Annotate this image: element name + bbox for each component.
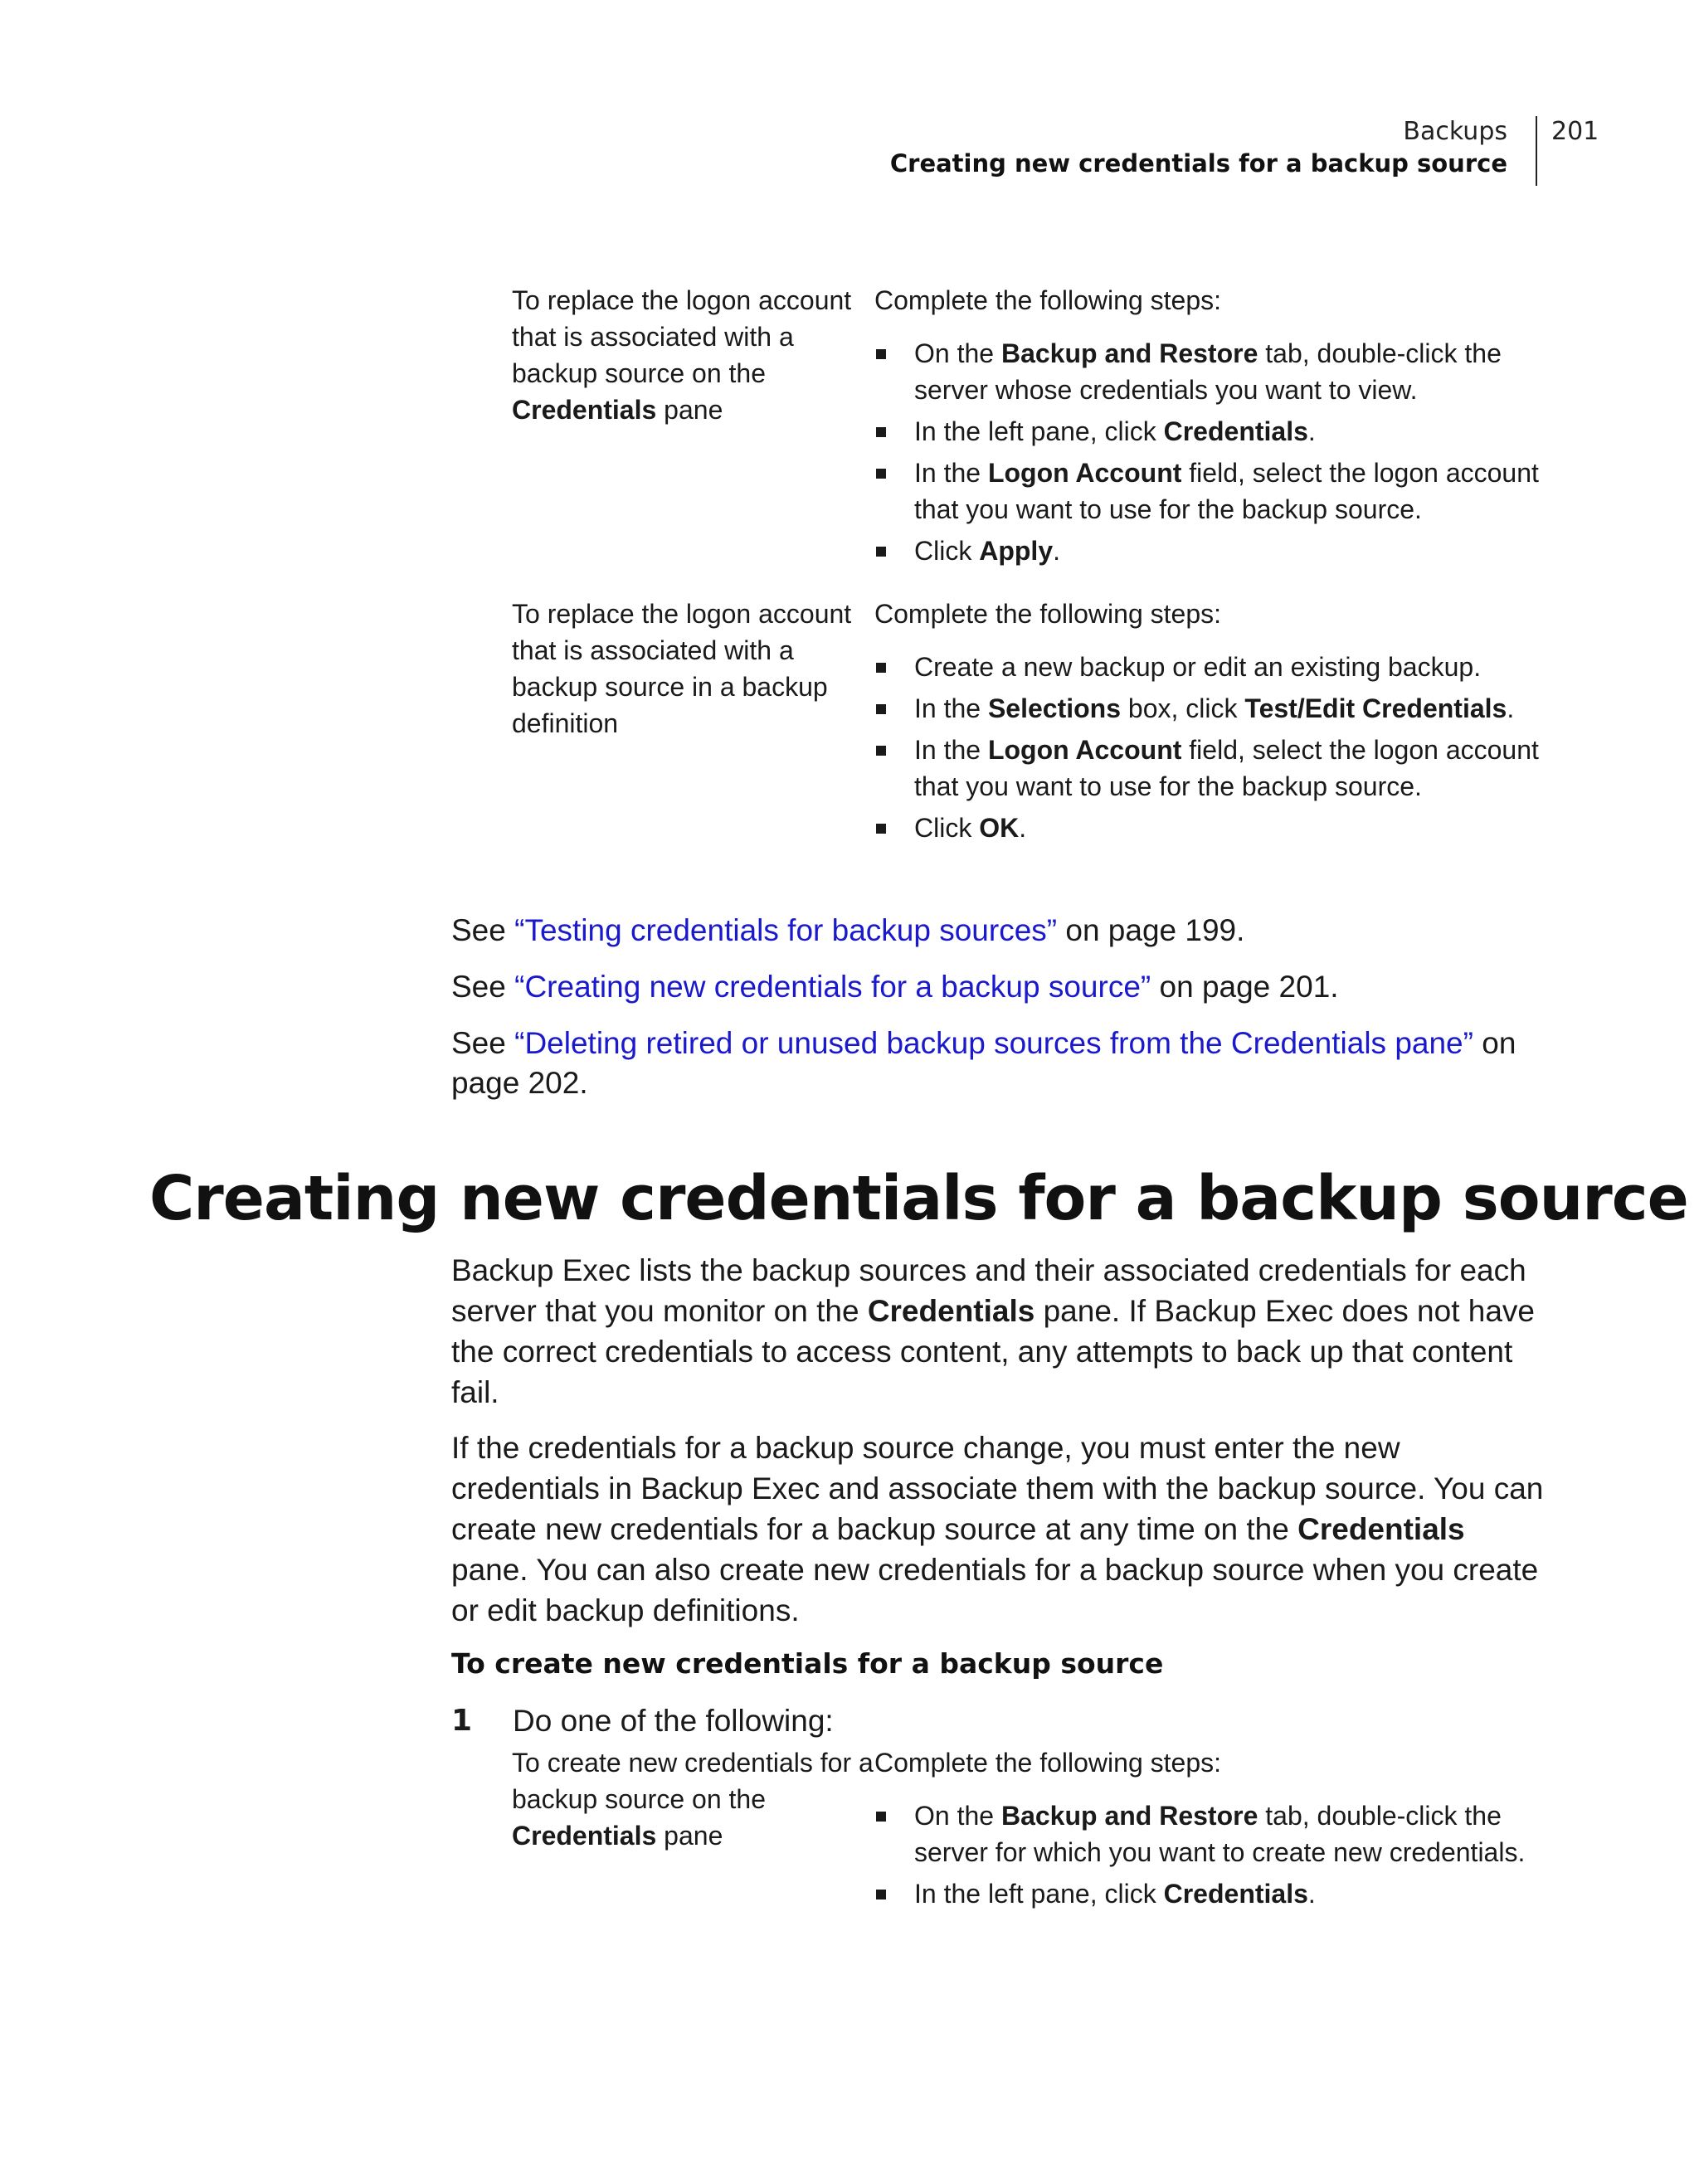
see-also-item: See “Testing credentials for backup sources” on page 199. bbox=[451, 913, 1245, 947]
see-also-item: See “Creating new credentials for a backup source” on page 201. bbox=[451, 970, 1339, 1004]
step-table-row bbox=[512, 1744, 1541, 1917]
step-list bbox=[874, 335, 1541, 569]
list-item: On the Backup and Restore tab, double-click the server for which you want to create new credentials. bbox=[874, 1797, 1541, 1870]
list-item: In the left pane, click Credentials. bbox=[874, 413, 1541, 450]
link-testing-credentials[interactable]: “Testing credentials for backup sources” bbox=[514, 913, 1058, 947]
link-deleting-backup-sources[interactable]: “Deleting retired or unused backup sources from the Credentials pane” bbox=[514, 1026, 1473, 1060]
list-item: In the left pane, click Credentials. bbox=[874, 1875, 1541, 1912]
section-body bbox=[451, 1250, 1546, 1741]
list-item: In the Selections box, click Test/Edit Credentials. bbox=[874, 690, 1541, 727]
square-bullet-icon bbox=[876, 746, 886, 756]
procedure-title: To create new credentials for a backup source bbox=[451, 1647, 1164, 1680]
list-item: Create a new backup or edit an existing backup. bbox=[874, 649, 1541, 685]
square-bullet-icon bbox=[876, 824, 886, 834]
section-heading: Creating new credentials for a backup source bbox=[149, 1163, 1688, 1234]
list-item: Click OK. bbox=[874, 810, 1541, 846]
steps-cell bbox=[874, 596, 1541, 851]
bottom-step-table bbox=[512, 1744, 1541, 1938]
running-section-title: Creating new credentials for a backup source bbox=[889, 149, 1507, 178]
step-text: Do one of the following: bbox=[513, 1704, 834, 1738]
page-number: 201 bbox=[1551, 117, 1599, 146]
square-bullet-icon bbox=[876, 547, 886, 557]
steps-lead: Complete the following steps: bbox=[874, 285, 1221, 315]
square-bullet-icon bbox=[876, 1890, 886, 1899]
square-bullet-icon bbox=[876, 1812, 886, 1822]
see-also-list bbox=[451, 911, 1530, 1120]
list-item: On the Backup and Restore tab, double-click the server whose credentials you want to view. bbox=[874, 335, 1541, 408]
square-bullet-icon bbox=[876, 427, 886, 437]
list-item: Click Apply. bbox=[874, 533, 1541, 569]
condition-cell: To replace the logon account that is associated with a backup source in a backup definition bbox=[512, 599, 852, 738]
running-header bbox=[890, 116, 1537, 186]
link-creating-credentials[interactable]: “Creating new credentials for a backup source” bbox=[514, 970, 1151, 1004]
square-bullet-icon bbox=[876, 704, 886, 714]
square-bullet-icon bbox=[876, 663, 886, 673]
steps-cell bbox=[874, 1744, 1541, 1917]
step-number: 1 bbox=[451, 1704, 473, 1738]
square-bullet-icon bbox=[876, 469, 886, 479]
condition-cell: To create new credentials for a backup source on the Credentials pane bbox=[512, 1748, 874, 1851]
step-list bbox=[874, 1797, 1541, 1912]
steps-lead: Complete the following steps: bbox=[874, 599, 1221, 629]
chapter-name: Backups bbox=[1403, 117, 1507, 146]
steps-lead: Complete the following steps: bbox=[874, 1748, 1221, 1778]
square-bullet-icon bbox=[876, 349, 886, 359]
list-item: In the Logon Account field, select the logon account that you want to use for the backup source. bbox=[874, 732, 1541, 805]
steps-cell bbox=[874, 282, 1541, 574]
body-paragraph: If the credentials for a backup source change, you must enter the new credentials in Backup Exec and associate them with the backup source. You can create new credentials for a backup source at any time on the Credentials pane. You can also create new credentials for a backup source when you create or edit backup definitions. bbox=[451, 1431, 1544, 1627]
step-list bbox=[874, 649, 1541, 846]
condition-cell: To replace the logon account that is associated with a backup source on the Credentials pane bbox=[512, 285, 852, 425]
step-table-row bbox=[512, 596, 1541, 851]
see-also-item: See “Deleting retired or unused backup sources from the Credentials pane” on page 202. bbox=[451, 1026, 1516, 1100]
step-table-row bbox=[512, 282, 1541, 574]
numbered-step bbox=[451, 1700, 1546, 1741]
list-item: In the Logon Account field, select the logon account that you want to use for the backup source. bbox=[874, 455, 1541, 528]
body-paragraph: Backup Exec lists the backup sources and their associated credentials for each server that you monitor on the Credentials pane. If Backup Exec does not have the correct credentials to access content, any attempts to back up that content fail. bbox=[451, 1253, 1536, 1409]
top-step-table bbox=[512, 282, 1541, 873]
